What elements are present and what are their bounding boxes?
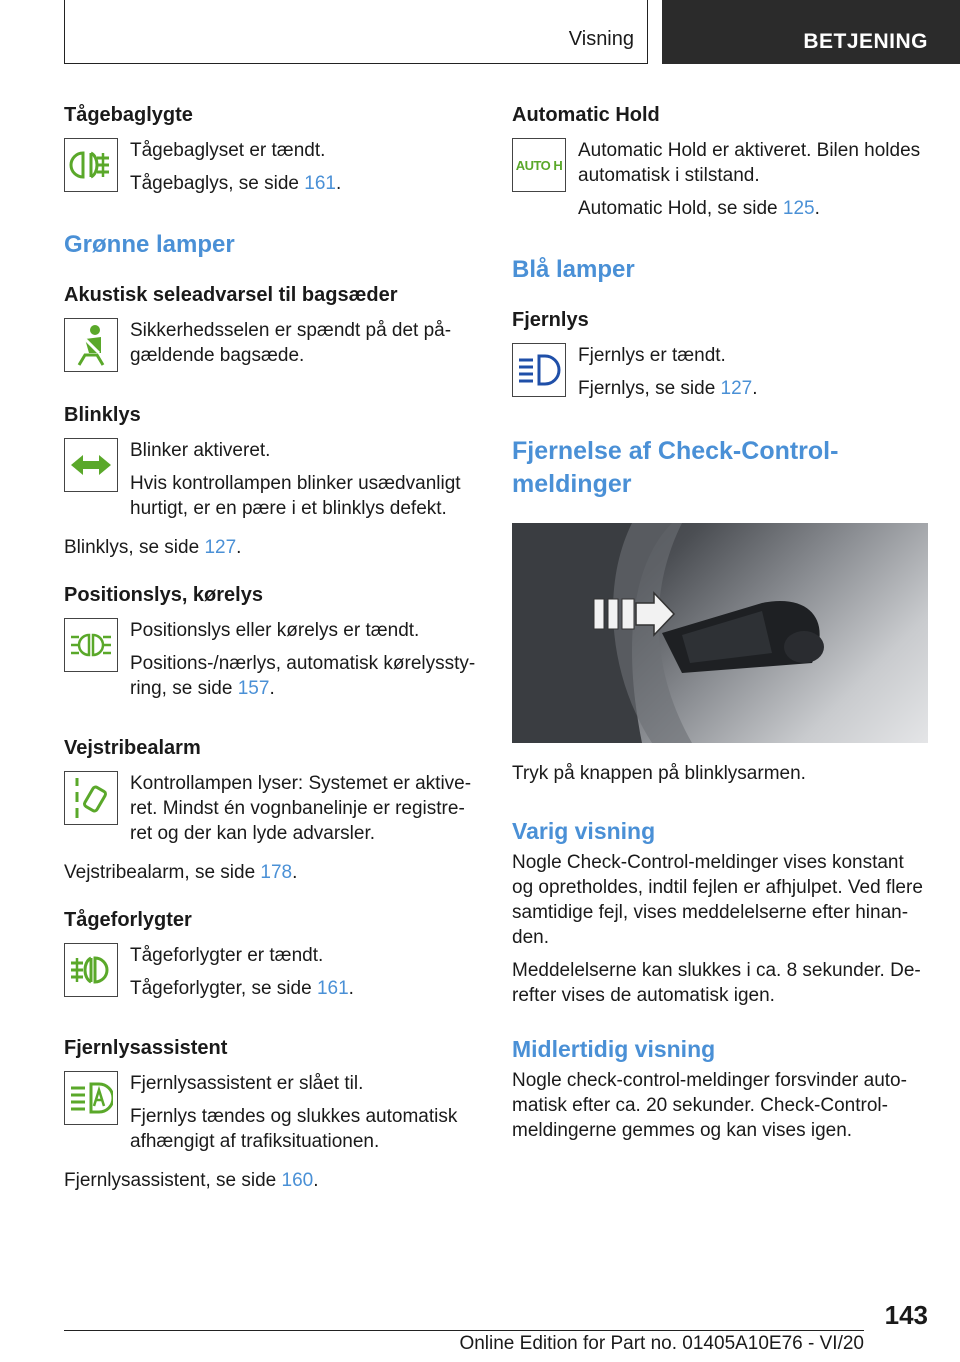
right-column: [512, 102, 930, 1151]
fog-rear-ref: Tågebaglys, se side 161.: [130, 173, 342, 194]
section-fog-front: [64, 907, 480, 1009]
permanent-text-1: Nogle Check-Control-meldinger vises konstant og opretholdes, indtil fejlen er afhjulpet. Ved flere samtidige fejl, vises meddelelserne efter hinan-den.: [512, 852, 923, 948]
autohold-item: [512, 138, 930, 229]
seatbelt-title: Akustisk seleadvarsel til bagsæder: [64, 284, 398, 306]
position-title: Positionslys, kørelys: [64, 584, 263, 606]
turn-signal-stalk-photo: [512, 523, 928, 743]
autohold-title: Automatic Hold: [512, 104, 660, 126]
highbeam-assist-page-link[interactable]: 160: [281, 1170, 314, 1191]
section-high-beam: [512, 307, 930, 409]
permanent-text-2: Meddelelserne kan slukkes i ca. 8 sekunder. De-refter vises de automatisk igen.: [512, 960, 921, 1006]
section-fog-rear: [64, 102, 480, 204]
seatbelt-icon: [64, 318, 118, 372]
position-ref: Positions-/nærlys, automatisk kørelyssty-ring, se side 157.: [130, 653, 476, 699]
footer-edition: Online Edition for Part no. 01405A10E76 - VI/20: [459, 1333, 864, 1354]
highbeam-assist-title: Fjernlysassistent: [64, 1037, 228, 1059]
header-section-title: Visning: [568, 28, 634, 50]
lane-title: Vejstribealarm: [64, 737, 201, 759]
rear-fog-lamp-icon: [64, 138, 118, 192]
high-beam-assistant-icon: [64, 1071, 118, 1125]
header-chapter-tab: BETJENING: [662, 0, 960, 64]
lane-ref: Vejstribealarm, se side 178.: [64, 862, 298, 883]
fog-front-title: Tågeforlygter: [64, 909, 192, 931]
photo-caption: Tryk på knappen på blinklysarmen.: [512, 763, 806, 784]
left-column: [64, 102, 480, 1219]
indicator-ref: Blinklys, se side 127.: [64, 537, 242, 558]
indicator-text-1: Blinker aktiveret.: [130, 440, 271, 461]
fog-rear-page-link[interactable]: 161: [304, 173, 336, 194]
highbeam-page-link[interactable]: 127: [720, 378, 753, 399]
section-indicator: [64, 402, 480, 560]
fog-front-item: [64, 943, 480, 1009]
turn-signal-icon: [64, 438, 118, 492]
fog-front-page-link[interactable]: 161: [316, 978, 349, 999]
header-frame: [64, 0, 648, 64]
indicator-text-2: Hvis kontrollampen blinker usædvanligt hurtigt, er en pære i et blinklys defekt.: [130, 473, 461, 519]
lane-page-link[interactable]: 178: [260, 862, 293, 883]
highbeam-assist-text-1: Fjernlysassistent er slået til.: [130, 1073, 364, 1094]
page-number: 143: [884, 1300, 928, 1330]
seatbelt-item: [64, 318, 480, 376]
section-position-lights: [64, 582, 480, 709]
footer-divider: [64, 1330, 864, 1331]
indicator-page-link[interactable]: 127: [204, 537, 237, 558]
autohold-ref: Automatic Hold, se side 125.: [578, 198, 820, 219]
highbeam-assist-ref: Fjernlysassistent, se side 160.: [64, 1170, 319, 1191]
auto-hold-icon-label: AUTO H: [515, 157, 563, 173]
check-control-removal-heading: Fjernelse af Check-Control-meldinger: [512, 437, 839, 498]
position-text: Positionslys eller kørelys er tændt.: [130, 620, 420, 641]
highbeam-assist-item: [64, 1071, 480, 1162]
section-automatic-hold: [512, 102, 930, 229]
seatbelt-text: Sikkerhedsselen er spændt på det på-gældende bagsæde.: [130, 320, 452, 366]
position-item: [64, 618, 480, 709]
temporary-text: Nogle check-control-meldinger forsvinder auto-matisk efter ca. 20 sekunder. Check-Control-meldingerne gemmes og kan vises igen.: [512, 1070, 907, 1141]
highbeam-text: Fjernlys er tændt.: [578, 345, 726, 366]
highbeam-assist-text-2: Fjernlys tændes og slukkes automatisk afhængigt af trafiksituationen.: [130, 1106, 458, 1152]
position-lights-icon: [64, 618, 118, 672]
auto-hold-icon: [512, 138, 566, 192]
highbeam-ref: Fjernlys, se side 127.: [578, 378, 758, 399]
section-seatbelt: [64, 282, 480, 376]
front-fog-lamp-icon: [64, 943, 118, 997]
blue-lamps-heading: Blå lamper: [512, 256, 635, 283]
fog-front-text: Tågeforlygter er tændt.: [130, 945, 324, 966]
indicator-item: [64, 438, 480, 529]
section-highbeam-assist: [64, 1035, 480, 1193]
highbeam-item: [512, 343, 930, 409]
indicator-title: Blinklys: [64, 404, 141, 426]
fog-front-ref: Tågeforlygter, se side 161.: [130, 978, 354, 999]
autohold-page-link[interactable]: 125: [782, 198, 815, 219]
lane-departure-icon: [64, 771, 118, 825]
high-beam-icon: [512, 343, 566, 397]
fog-rear-text: Tågebaglyset er tændt.: [130, 140, 326, 161]
autohold-text: Automatic Hold er aktiveret. Bilen holdes automatisk i stilstand.: [578, 140, 921, 186]
green-lamps-heading: Grønne lamper: [64, 231, 235, 258]
section-lane-departure: [64, 735, 480, 885]
fog-rear-item: [64, 138, 480, 204]
fog-rear-title: Tågebaglygte: [64, 104, 193, 126]
temporary-display-heading: Midlertidig visning: [512, 1036, 716, 1062]
lane-item: [64, 771, 480, 854]
highbeam-title: Fjernlys: [512, 309, 589, 331]
lane-text: Kontrollampen lyser: Systemet er aktive-ret. Mindst én vognbanelinje er registre-ret og der kan lyde advarsler.: [130, 773, 472, 844]
position-page-link[interactable]: 157: [237, 678, 270, 699]
permanent-display-heading: Varig visning: [512, 818, 656, 844]
